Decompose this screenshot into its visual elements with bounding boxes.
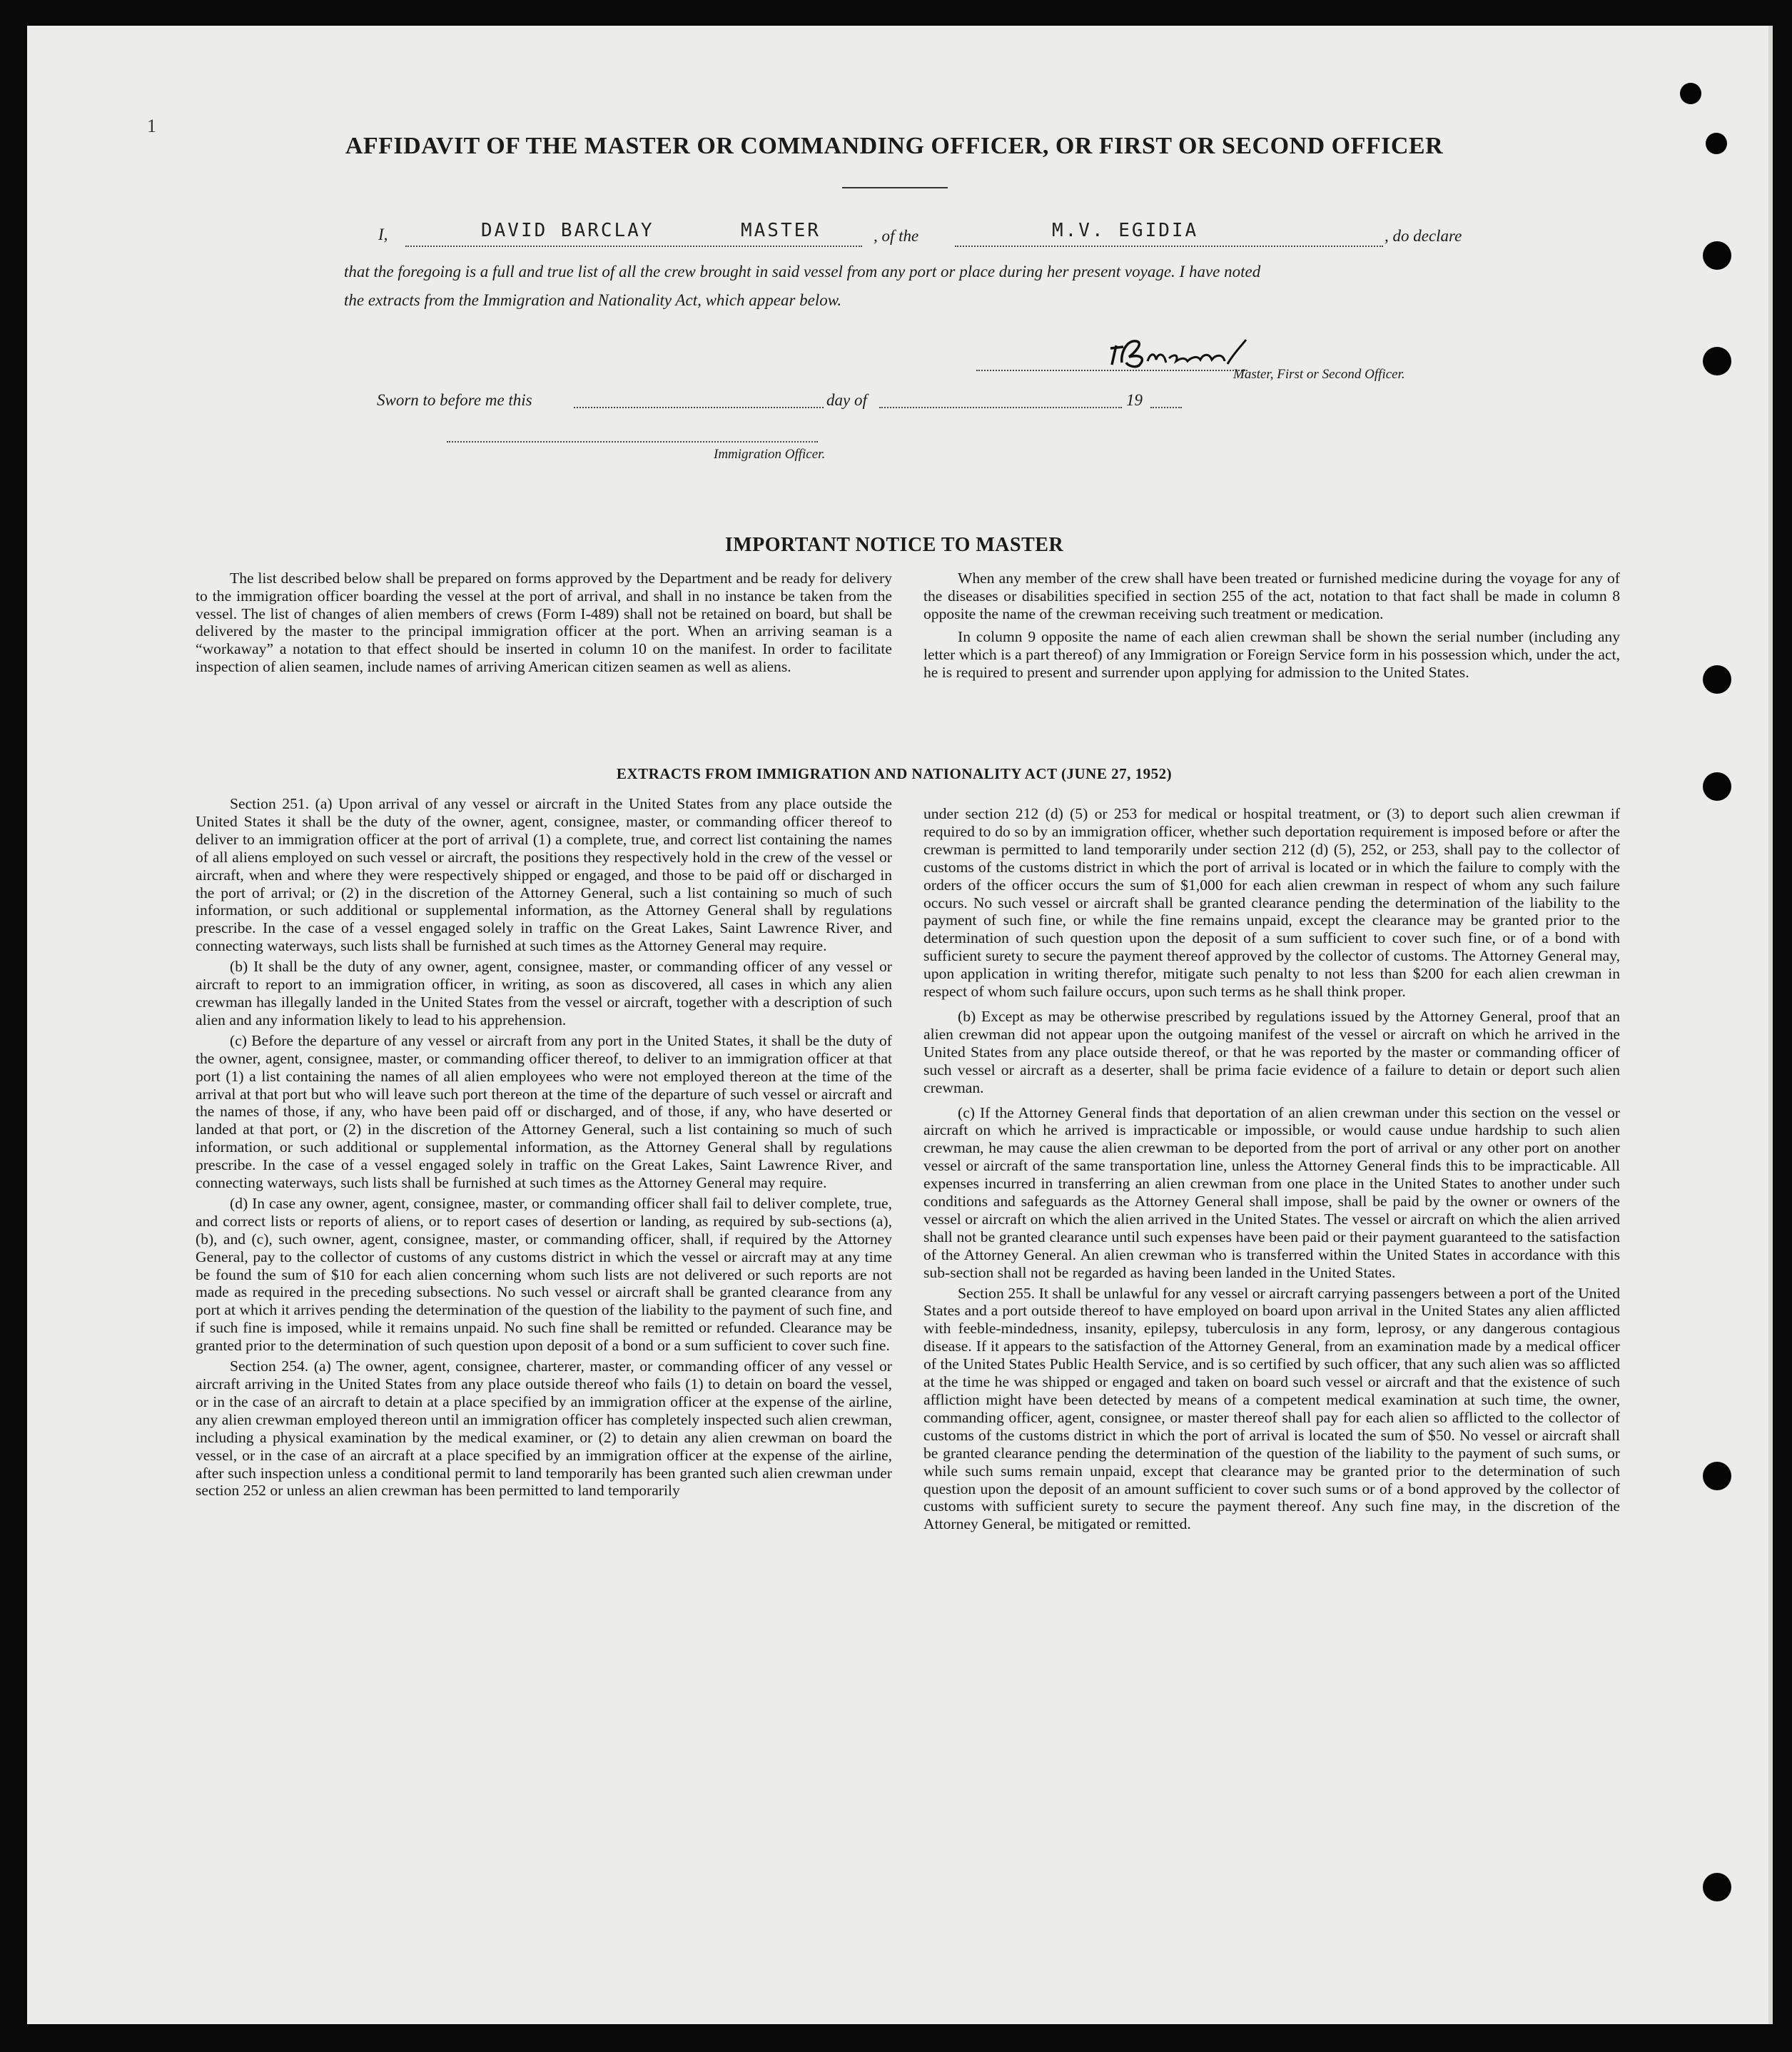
day-of-label: day of xyxy=(826,391,867,409)
title-rule xyxy=(842,187,948,188)
immigration-officer-line xyxy=(447,441,818,443)
sworn-date-line xyxy=(574,407,824,408)
section-251-a: Section 251. (a) Upon arrival of any vessel or aircraft in the United States from any place outside the United States it shall be the duty of the owner, agent, consignee, master, or commanding officer thereof to deliver to an immigration officer at the port of arrival (1) a complete, true, and correct list containing the names of all aliens employed on such vessel or aircraft, the positions they respectively hold in the crew of the vessel or aircraft, when and where they were respectively shipped or engaged, and those to be paid off or discharged in the port of arrival; or (2) in the discretion of the Attorney General, such a list containing so much of such information, or such additional or supplemental information, as the Attorney General shall by regulations prescribe. In the case of a vessel engaged solely in traffic on the Great Lakes, Saint Lawrence River, and connecting waterways, such lists shall be furnished at such times as the Attorney General may require. xyxy=(196,795,892,955)
section-254-b: (b) Except as may be otherwise prescribed by regulations issued by the Attorney General, proof that an alien crewman did not appear upon the outgoing manifest of the vessel or aircraft on which he arrived in the United States from any place outside thereof, or that he was reported by the master or commanding officer of such vessel or aircraft as a deserter, shall be prima facie evidence of a failure to detain or deport such alien crewman. xyxy=(923,1007,1620,1096)
extracts-left-column xyxy=(196,795,892,1502)
notice-left-paragraph: The list described below shall be prepared on forms approved by the Department and be ready for delivery to the immigration officer boarding the vessel at the port of arrival, and shall in no instance be taken from the vessel. The list of changes of alien members of crews (Form I-489) shall not be retained on board, but shall be delivered by the master to the principal immigration officer at the port. When an arriving seaman is a “workaway” a notation to that effect should be inserted in column 10 on the manifest. In order to facilitate inspection of alien seamen, include names of arriving American citizen seamen as well as aliens. xyxy=(196,570,892,675)
statement-line-2: the extracts from the Immigration and Nationality Act, which appear below. xyxy=(344,291,842,309)
binder-hole-5 xyxy=(1703,665,1731,694)
master-rank-handwritten: MASTER xyxy=(741,220,821,241)
vessel-line xyxy=(955,246,1383,247)
binder-hole-7 xyxy=(1703,1462,1731,1490)
sworn-year-line xyxy=(1150,407,1182,408)
year-label: 19 xyxy=(1126,391,1143,409)
binder-hole-3 xyxy=(1703,241,1731,270)
page-mark: 1 xyxy=(147,116,156,136)
of-the-label: , of the xyxy=(874,227,919,245)
section-251-c: (c) Before the departure of any vessel or aircraft from any port in the United States, it shall be the duty of the owner, agent, consignee, master, or commanding officer thereof, to deliver to an immigration officer at that port (1) a list containing the names of all alien employees who were not employed thereon at the time of the arrival at that port but who will leave such port thereon at the time of the departure of such vessel or aircraft and the names of those, if any, who have been paid off or discharged, and of those, if any, who have deserted or landed at that port, or (2) in the discretion of the Attorney General, such a list containing so much of such information, or such additional or supplemental information, as the Attorney General shall by regulations prescribe. In the case of a vessel engaged solely in traffic on the Great Lakes, Saint Lawrence River, and connecting waterways, such lists shall be furnished at such times as the Attorney General may require. xyxy=(196,1031,892,1192)
extracts-right-column xyxy=(923,805,1620,1536)
section-251-d: (d) In case any owner, agent, consignee, master, or commanding officer shall fail to deliver complete, true, and correct lists or reports of aliens, or to report cases of desertion or landing, as required by sub-sections (a), (b), and (c), such owner, agent, consignee, master, or commanding officer, shall, if required by the Attorney General, pay to the collector of customs of any customs district in which the vessel or aircraft may at any time be found the sum of $10 for each alien concerning whom such lists are not delivered or such reports are not made as required in the preceding subsections. No such vessel or aircraft shall be granted clearance from any port at which it arrives pending the determination of the question of the liability to the payment of such fine, and if such fine is imposed, while it remains unpaid. No such fine shall be remitted or refunded. Clearance may be granted prior to the determination of such question upon deposit of a bond or a sum sufficient to cover such fine. xyxy=(196,1194,892,1355)
binder-hole-4 xyxy=(1703,347,1731,375)
sworn-month-line xyxy=(879,407,1122,408)
section-255: Section 255. It shall be unlawful for any vessel or aircraft carrying passengers between a port of the United States and a port outside thereof to have employed on board upon arrival in the United States any alien afflicted with feeble-mindedness, insanity, epilepsy, tuberculosis in any form, leprosy, or any dangerous contagious disease. If it appears to the satisfaction of the Attorney General, from an examination made by a medical officer of the United States Public Health Service, and is so certified by such officer, that any such alien was so afflicted at the time he was shipped or engaged and taken on board such vessel or aircraft and that the existence of such affliction might have been detected by means of a competent medical examination at such time, the owner, commanding officer, agent, consignee, or master thereof shall pay for each alien so afflicted to the collector of customs of the customs district in which the port of arrival is located the sum of $50. No vessel or aircraft shall be granted clearance pending the determination of the question of the liability to the payment of such sums, or while such sums remain unpaid, except that clearance may be granted prior to the determination of such question upon the deposit of an amount sufficient to cover such sums or of a bond approved by the collector of customs with sufficient surety to secure the payment thereof. Any such fine may, in the discretion of the Attorney General, be mitigated or remitted. xyxy=(923,1284,1620,1533)
notice-left-column xyxy=(196,570,892,679)
notice-title: IMPORTANT NOTICE TO MASTER xyxy=(724,534,1064,556)
sworn-label: Sworn to before me this xyxy=(377,391,532,409)
section-251-b: (b) It shall be the duty of any owner, agent, consignee, master, or commanding officer of any vessel or aircraft to report to an immigration officer, in writing, as soon as discovered, all cases in which any alien crewman has illegally landed in the United States from the vessel or aircraft, together with a description of such alien and any information likely to lead to his apprehension. xyxy=(196,958,892,1028)
vessel-name-handwritten: M.V. EGIDIA xyxy=(1052,220,1199,241)
notice-right-column xyxy=(923,570,1620,684)
extracts-title: EXTRACTS FROM IMMIGRATION AND NATIONALITY ACT (JUNE 27, 1952) xyxy=(616,765,1173,782)
section-254-a-continued: under section 212 (d) (5) or 253 for medical or hospital treatment, or (3) to deport such alien crewman if required to do so by an immigration officer, whether such deportation requirement is imposed before or after the crewman is permitted to land temporarily under section 212 (d) (5), 252, or 253, shall pay to the collector of customs of the customs district in which the port of arrival is located or in which the failure to comply with the orders of the officer occurs the sum of $1,000 for each alien crewman in respect of whom any such failure occurs. No such vessel or aircraft shall be granted clearance pending the determination of the liability to the payment of such fine, or while the fine remains unpaid, except the clearance may be granted prior to the determination of such question upon the deposit of a sum sufficient to cover such fine, or of a bond with sufficient surety to secure the payment thereof approved by the collector of customs. The Attorney General may, upon application in writing therefor, mitigate such penalty to not less than $200 for each alien crewman in respect of whom such failure occurs, upon such terms as he shall think proper. xyxy=(923,805,1620,1001)
binder-hole-8 xyxy=(1703,1873,1731,1901)
section-254-a: Section 254. (a) The owner, agent, consignee, charterer, master, or commanding officer of any vessel or aircraft arriving in the United States from any place outside thereof who fails (1) to detain on board the vessel, or in the case of an aircraft to detain at a place specified by an immigration officer at the expense of the airline, any alien crewman employed thereon until an immigration officer has completely inspected such alien crewman, including a physical examination by the medical examiner, or (2) to detain any alien crewman on board the vessel, or in the case of an aircraft at a place specified by an immigration officer at the expense of the airline, after such inspection unless a conditional permit to land temporarily has been granted such alien crewman under section 252 or unless an alien crewman has been permitted to land temporarily xyxy=(196,1358,892,1500)
binder-hole-1 xyxy=(1680,83,1701,104)
notice-right-paragraph-1: When any member of the crew shall have been treated or furnished medicine during the voyage for any of the diseases or disabilities specified in section 255 of the act, notation to that fact shall be made in column 8 opposite the name of the crewman receiving such treatment or medication. xyxy=(923,570,1620,622)
i-label: I, xyxy=(378,226,388,243)
document-page xyxy=(27,26,1773,2024)
section-254-c: (c) If the Attorney General finds that deportation of an alien crewman under this section on the vessel or aircraft on which he arrived is impracticable or impossible, or would cause undue hardship to such alien crewman, he may cause the alien crewman to be deported from the port of arrival or any other port on another vessel or aircraft of the same transportation line, unless the Attorney General finds this to be impracticable. All expenses incurred in transferring an alien crewman from one place in the United States to another under such conditions and safeguards as the Attorney General shall impose, shall be paid by the owner or owners of the vessel or aircraft on which the alien arrived in the United States. The vessel or aircraft on which the alien arrived shall not be granted clearance until such expenses have been paid or their payment guaranteed to the satisfaction of the Attorney General. An alien crewman who is transferred within the United States in accordance with this sub-section shall not be regarded as having been landed in the United States. xyxy=(923,1103,1620,1281)
master-name-handwritten: DAVID BARCLAY xyxy=(481,220,654,241)
notice-right-paragraph-2: In column 9 opposite the name of each alien crewman shall be shown the serial number (including any letter which is a part thereof) of any Immigration or Foreign Service form in his possession which, under the act, he is required to present and surrender upon applying for admission to the United States. xyxy=(923,628,1620,681)
do-declare-label: , do declare xyxy=(1385,227,1462,245)
immigration-officer-label: Immigration Officer. xyxy=(714,447,826,462)
signature-caption: Master, First or Second Officer. xyxy=(1233,367,1405,382)
affidavit-title: AFFIDAVIT OF THE MASTER OR COMMANDING OFFICER, OR FIRST OR SECOND OFFICER xyxy=(345,133,1444,159)
name-line xyxy=(405,246,862,247)
statement-line-1: that the foregoing is a full and true list of all the crew brought in said vessel from any port or place during her present voyage. I have noted xyxy=(344,263,1261,280)
